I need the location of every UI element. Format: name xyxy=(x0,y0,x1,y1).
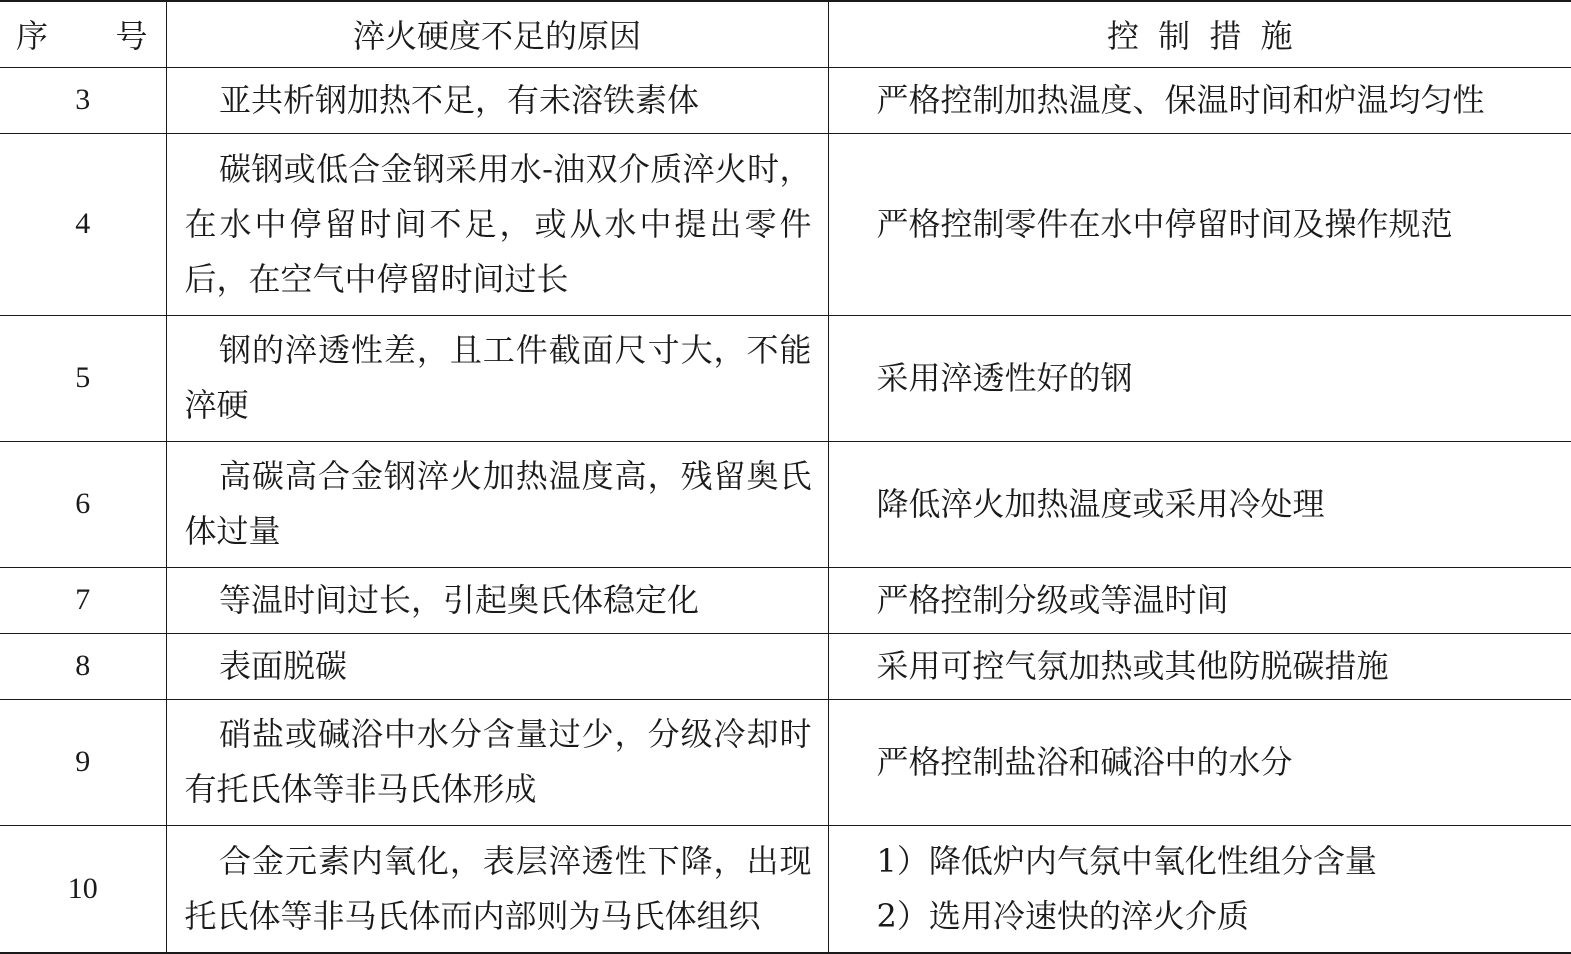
measure-text: 采用淬透性好的钢 xyxy=(876,358,1133,397)
cause-text: 高碳高合金钢淬火加热温度高，残留奥氏体过量 xyxy=(184,457,812,550)
cause-text: 碳钢或低合金钢采用水-油双介质淬火时，在水中停留时间不足，或从水中提出零件后，在空气中停留时间过长 xyxy=(184,149,812,298)
measure-text: 1）降低炉内气氛中氧化性组分含量 xyxy=(876,841,1377,880)
measure-cell xyxy=(828,699,1571,825)
header-no-char-2: 号 xyxy=(115,17,148,56)
header-row xyxy=(0,1,1571,67)
row-number-cell: 5 xyxy=(0,315,166,441)
row-number-cell: 6 xyxy=(0,441,166,567)
cause-text: 表面脱碳 xyxy=(219,646,348,685)
measure-cell xyxy=(828,633,1571,699)
cause-cell xyxy=(166,567,828,633)
row-number-cell: 3 xyxy=(0,67,166,133)
cause-text: 硝盐或碱浴中水分含量过少，分级冷却时有托氏体等非马氏体形成 xyxy=(184,715,812,808)
measure-text: 2）选用冷速快的淬火介质 xyxy=(876,896,1249,935)
cause-cell xyxy=(166,67,828,133)
row-number-cell: 4 xyxy=(0,133,166,315)
cause-cell xyxy=(166,133,828,315)
table-row xyxy=(0,315,1571,441)
cause-text: 钢的淬透性差，且工件截面尺寸大，不能淬硬 xyxy=(184,331,812,424)
row-number-cell: 10 xyxy=(0,825,166,953)
measure-text: 严格控制分级或等温时间 xyxy=(876,580,1229,619)
measure-cell xyxy=(828,67,1571,133)
cause-cell xyxy=(166,315,828,441)
measure-cell xyxy=(828,825,1571,953)
cause-text: 等温时间过长，引起奥氏体稳定化 xyxy=(219,580,700,619)
measure-cell xyxy=(828,133,1571,315)
measure-text: 严格控制零件在水中停留时间及操作规范 xyxy=(876,204,1453,243)
table-row xyxy=(0,133,1571,315)
table-header xyxy=(0,1,1571,67)
cause-text: 合金元素内氧化，表层淬透性下降，出现托氏体等非马氏体而内部则为马氏体组织 xyxy=(184,841,812,935)
table-row xyxy=(0,633,1571,699)
measure-cell xyxy=(828,441,1571,567)
measure-text: 严格控制加热温度、保温时间和炉温均匀性 xyxy=(876,80,1485,119)
cause-cell xyxy=(166,441,828,567)
table-row xyxy=(0,699,1571,825)
row-number-cell: 9 xyxy=(0,699,166,825)
measure-text: 严格控制盐浴和碱浴中的水分 xyxy=(876,742,1293,781)
cause-cell xyxy=(166,825,828,953)
cause-cell xyxy=(166,633,828,699)
cause-text: 亚共析钢加热不足，有未溶铁素体 xyxy=(219,80,700,119)
table-row xyxy=(0,67,1571,133)
table-row xyxy=(0,441,1571,567)
header-measure xyxy=(828,1,1571,67)
measure-text: 降低淬火加热温度或采用冷处理 xyxy=(876,484,1325,523)
row-number-cell: 8 xyxy=(0,633,166,699)
header-no-char-1: 序 xyxy=(16,17,49,56)
cause-cell xyxy=(166,699,828,825)
header-measure-label: 控制措施 xyxy=(1106,17,1312,56)
header-cause: 淬火硬度不足的原因 xyxy=(166,1,828,67)
header-no xyxy=(0,1,166,67)
table-row xyxy=(0,567,1571,633)
table-body xyxy=(0,67,1571,953)
table-row xyxy=(0,825,1571,953)
measure-cell xyxy=(828,315,1571,441)
measure-cell xyxy=(828,567,1571,633)
measure-text: 采用可控气氛加热或其他防脱碳措施 xyxy=(876,646,1389,685)
row-number-cell: 7 xyxy=(0,567,166,633)
